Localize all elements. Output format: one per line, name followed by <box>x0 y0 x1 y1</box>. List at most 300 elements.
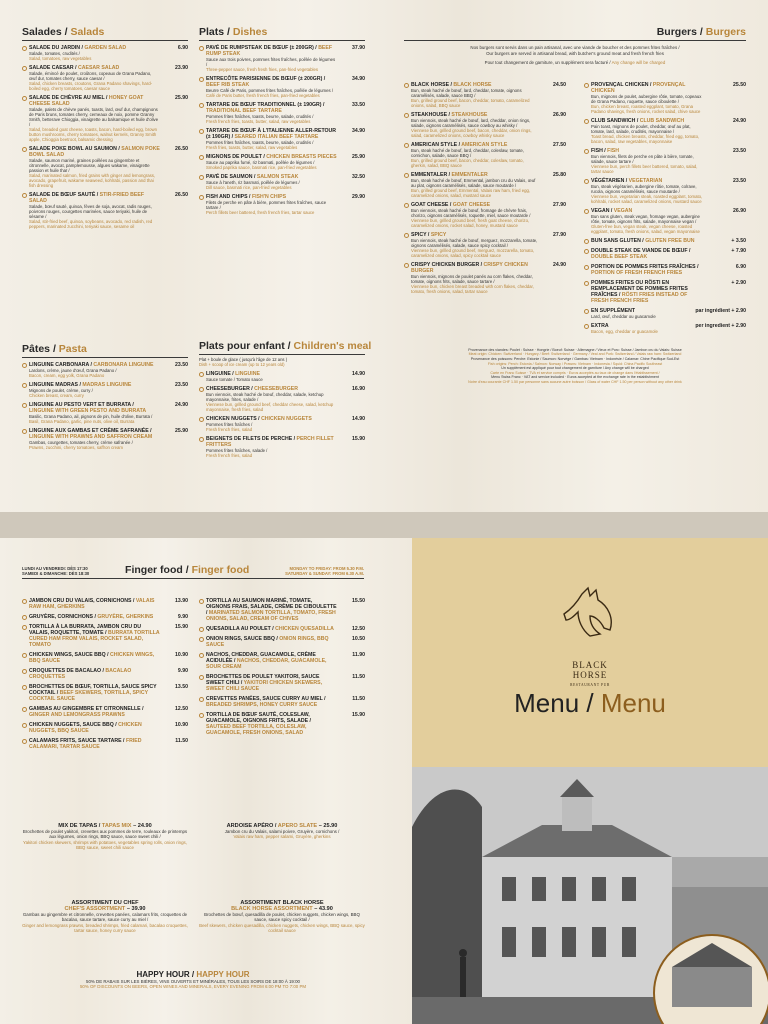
item-price: 15.90 <box>352 712 365 718</box>
bullet-icon <box>584 209 589 214</box>
bullet-icon <box>199 437 204 442</box>
burger-item-american-style <box>404 142 566 168</box>
dish-item-mignons-de-poulet <box>199 154 365 170</box>
item-name: FISH AND CHIPS / FISH'N CHIPS <box>206 194 287 200</box>
item-description-en: Salad, stir-fried beef, quinoa, soybeans, avocado, red radish, red peppers, marinated zucchini, teriyaki sauce, sesame oil <box>29 219 153 229</box>
item-price: 16.90 <box>352 386 365 393</box>
item-description: Sauce aux trois poivres, pommes frites fraîches, poêlée de légumes / <box>206 57 336 67</box>
item-name: CHICKEN NUGGETS / CHICKEN NUGGETS <box>206 416 312 423</box>
item-name: SALADE POKE BOWL AU SAUMON / SALMON POKE BOWL SALAD <box>29 146 160 158</box>
bullet-icon <box>199 713 204 718</box>
item-description-en: Viennese bun, chicken breast breaded with corn flakes, cheddar, tomato, fresh onions, salad, tartar sauce <box>411 283 534 294</box>
item-price: 23.50 <box>175 382 188 388</box>
item-price: 23.50 <box>733 147 746 154</box>
kids-item-beignets-de-filets-de-perche <box>199 436 365 458</box>
burger-item-vegan <box>584 208 746 234</box>
item-name: SPICY / SPICY <box>411 231 447 238</box>
burger-item-double-steak-de-viande-de-b-uf <box>584 248 746 260</box>
bullet-icon <box>199 697 204 702</box>
dishes-section <box>199 26 365 215</box>
bullet-icon <box>584 309 589 314</box>
dish-item-pave-de-rumpsteak-de-b-uf-200gr <box>199 45 365 72</box>
salad-item-salade-de-chevre-au-miel <box>22 95 188 142</box>
item-price: 26.50 <box>175 146 188 152</box>
salad-item-salade-de-b-uf-saute <box>22 192 188 229</box>
burger-item-fish <box>584 148 746 174</box>
item-price: 11.50 <box>175 738 188 744</box>
item-description-en: Bacon, egg, cheddar or guacamole <box>591 328 658 334</box>
item-description: Salade, saumon mariné, graines poêlées au gingembre et citronnelle, avocat, pamplemousse, algues wakame, vinaigrette passion et huile thaï / <box>29 158 150 173</box>
item-description-en: Basil, Grana Padano, garlic, pine nuts, olive oil, Burrata <box>29 419 135 424</box>
pasta-section <box>22 343 188 450</box>
burgers-section <box>404 26 746 385</box>
item-description-en: Salad, chicken breasts, croutons, Grana Padano shavings, hard-boiled egg, cherry tomatoes, caesar sauce <box>29 81 153 91</box>
item-price: + 7.90 <box>731 247 746 254</box>
burger-item-steakhouse <box>404 112 566 138</box>
item-name: CREVETTES PANÉES, SAUCE CURRY AU MIEL / BREADED SHRIMPS, HONEY CURRY SAUCE <box>206 696 326 708</box>
burgers-left-column <box>404 78 566 334</box>
finger-food-item-quesadilla-au-poulet <box>199 626 365 632</box>
bullet-icon <box>22 429 27 434</box>
salad-item-salade-poke-bowl-au-saumon <box>22 146 188 188</box>
kids-list <box>199 371 365 458</box>
salads-list <box>22 45 188 229</box>
item-price: 27.50 <box>553 141 566 148</box>
item-name: BROCHETTES DE POULET YAKITORI, SAUCE SWEET CHILI / YAKITORI CHICKEN SKEWERS, SWEET CHILI SAUCE <box>206 674 323 692</box>
bullet-icon <box>199 653 204 658</box>
item-name: CHEESEBURGER / CHEESEBURGER <box>206 386 298 393</box>
item-price: 11.50 <box>352 674 365 680</box>
item-description: Salade, tomates, crudités / <box>29 51 80 56</box>
item-name: TARTARE DE BŒUF TRADITIONNEL (± 190GR) / TRADITIONAL BEEF TARTARE <box>206 102 325 114</box>
item-name: NACHOS, CHEDDAR, GUACAMOLE, CRÈME ACIDULÉE / NACHOS, CHEDDAR, GUACAMOLE, SOUR CREAM <box>206 652 327 670</box>
item-price: 33.50 <box>352 102 365 108</box>
item-description-en: Viennese bun, grilled ground beef, merguez, mozzarella, tomato, caramelized onions, salad, spicy cocktail sauce <box>411 247 535 258</box>
brand-name: BLACK HORSE RESTAURANT PUB <box>570 660 610 687</box>
item-description: Salade, palets de chèvre panés, toasts, lard, œuf dur, champignons de Paris bruns, tomates cherry, cerneaux de noix, pomme Granny Smith, betterave Chioggia, vinaigrette au balsamique et huile d'olive / <box>29 107 159 127</box>
item-price: 27.90 <box>553 231 566 238</box>
item-name: EMMENTALER / EMMENTALER <box>411 171 488 178</box>
black-horse-assortment: ASSORTIMENT BLACK HORSE BLACK HORSE ASSORTMENT – 43.90 Brochettes de bœuf, quesadilla de poulet, chicken nuggets, chicken wings, BBQ sauce, sauce spicy cocktail / Beef skewers, chicken quesadilla, chicken nuggets, chicken wings, BBQ sauce, spicy cocktail sauce <box>199 900 365 934</box>
bullet-icon <box>404 113 409 118</box>
bullet-icon <box>404 203 409 208</box>
chef-assortment: ASSORTIMENT DU CHEF CHEF'S ASSORTMENT – 39.90 Gambas au gingembre et citronnelle, crevettes panées, calamars frits, croquettes de bacalao, sauce tartare, sauce curry au miel / Ginger and lemongrass prawns, breaded shrimps, fried calamari, bacalao croquettes, tartar sauce, honey curry sauce <box>22 900 188 934</box>
item-name: ENTRECÔTE PARISIENNE DE BŒUF (± 200GR) / BEEF RIB STEAK <box>206 76 326 88</box>
burger-item-en-supplement <box>584 308 746 319</box>
pasta-title: Pâtes / Pasta <box>22 343 188 358</box>
bullet-icon <box>22 723 27 728</box>
bullet-icon <box>584 83 589 88</box>
item-description-en: Salad, tomatoes, raw vegetables <box>29 56 92 61</box>
item-description: Bun viennois, mignons de poulet panés au corn flakes, cheddar, tomate, oignons frits, salade, sauce tartare / <box>411 273 533 284</box>
item-price: 29.90 <box>352 194 365 200</box>
item-name: GOAT CHEESE / GOAT CHEESE <box>411 201 491 208</box>
item-name: TORTILLA DE BŒUF SAUTÉ, COLESLAW, GUACAMOLE, OIGNONS FRITS, SALADE / SAUTEED BEEF TORTILLA, COLESLAW, GUACAMOLE, FRESH ONIONS, SALAD <box>206 712 311 736</box>
salad-item-salade-caesar <box>22 65 188 91</box>
horse-logo <box>560 586 622 660</box>
item-description: Lard, œuf, cheddar ou guacamole <box>591 313 656 319</box>
bullet-icon <box>199 77 204 82</box>
item-description: Pommes frites fraîches, toasts, beurre, salade, crudités / <box>206 114 314 119</box>
item-description: Bun, steak végétarien, aubergine rôtie, tomate, colrave, rucola, oignons caramélisés, sauce moutarde / <box>591 183 697 194</box>
dish-item-pave-de-saumon <box>199 174 365 190</box>
bullet-icon <box>22 383 27 388</box>
item-description: Sauce tomate / Tomato sauce <box>206 377 263 383</box>
pasta-item-linguine-madras <box>22 382 188 398</box>
happy-hour: HAPPY HOUR / HAPPY HOUR 50% DE RABAIS SUR LES BIÈRES, VINS OUVERTS ET MINÉRALES, TOUS LES SOIRS DE 18:00 À 19:00 50% OF DISCOUNTS ON BEERS, OPEN WINES AND MINERALS, EVERY EVENING FROM 6:00 PM TO 7:00 PM <box>79 970 307 990</box>
bullet-icon <box>199 599 204 604</box>
item-name: SALADE DE CHÈVRE AU MIEL / HONEY GOAT CHEESE SALAD <box>29 95 144 107</box>
item-price: 6.90 <box>735 263 746 270</box>
item-price: 25.90 <box>175 95 188 101</box>
item-name: MIGNONS DE POULET / CHICKEN BREASTS PIECES <box>206 154 337 160</box>
item-price: 14.90 <box>352 371 365 378</box>
dish-item-entrecote-parisienne-de-b-uf-200gr <box>199 76 365 98</box>
item-name: ONION RINGS, SAUCE BBQ / ONION RINGS, BBQ SAUCE <box>206 636 329 648</box>
burger-item-extra <box>584 323 746 334</box>
item-description-en: Bun, chicken breast, roasted eggplant, tomato, Grana Padano shavings, fresh onions, rocket salad, chive sauce <box>591 103 701 114</box>
bullet-icon <box>22 66 27 71</box>
item-price: per ingredient + 2.90 <box>695 322 746 329</box>
bullet-icon <box>584 119 589 124</box>
origin-note-line: Fish origins: Perch: Estonia / Salmon: Norway / Prawns: Vietnam · Indonesia / Squid: China Pacific Southeast <box>487 361 663 366</box>
item-name: QUESADILLA AU POULET / CHICKEN QUESADILLA <box>206 626 334 632</box>
item-description: Bun, steak haché de bœuf, lard, cheddar, coleslaw, tomate, cornichon, salade, sauce BBQ / <box>411 147 524 158</box>
item-price: 24.90 <box>175 402 188 408</box>
item-price: 15.50 <box>352 598 365 604</box>
bullet-icon <box>22 193 27 198</box>
item-name: CLUB SANDWICH / CLUB SANDWICH <box>591 117 685 124</box>
item-description: Salade, émincé de poulet, croûtons, copeaux de Grana Padano, œuf dur, tomates cherry, sauce caesar / <box>29 71 152 81</box>
finger-food-left-column <box>22 594 188 750</box>
bullet-icon <box>199 387 204 392</box>
item-price: 23.90 <box>175 65 188 71</box>
bullet-icon <box>404 263 409 268</box>
item-name: BROCHETTES DE BŒUF, TORTILLA, SAUCE SPICY COCKTAIL / BEEF SKEWERS, TORTILLA, SPICY COCKTAIL SAUCE <box>29 684 157 702</box>
item-price: 10.90 <box>175 722 188 728</box>
item-price: 12.50 <box>352 626 365 632</box>
item-price: 15.90 <box>352 436 365 443</box>
item-name: LINGUINE MADRAS / MADRAS LINGUINE <box>29 382 132 388</box>
origin-note-line: Menu Swiss Franc · VAT and service included · Euros accepted at the exchange rate in the establishment <box>491 375 659 380</box>
item-description: Salade, bœuf sauté, quinoa, fèves de soja, avocat, radis rouges, poivrons rouges, courgettes marinées, sauce teriyaki, huile de sésame / <box>29 204 152 219</box>
item-price: 11.50 <box>352 696 365 702</box>
bullet-icon <box>22 615 27 620</box>
burgers-footer <box>404 348 746 385</box>
item-name: FISH / FISH <box>591 147 619 154</box>
finger-food-item-nachos-cheddar-guacamole-creme-acidulee <box>199 652 365 670</box>
item-description: Lardons, crème, jaune d'œuf, Grana Padano / <box>29 368 117 373</box>
historic-building-photo <box>412 767 768 1024</box>
origin-note-line: Meat origin: Chicken: Switzerland · Hungary / Beef: Switzerland · Germany / Veal and Pork: Switzerland / Valais raw ham: Switzerland <box>468 352 682 357</box>
salads-section <box>22 26 188 229</box>
item-description: Filets de perche en pâte à bière, pommes frites fraîches, sauce tartare / <box>206 200 327 210</box>
kids-item-linguine <box>199 371 365 382</box>
bullet-icon <box>199 175 204 180</box>
item-description-en: Bacon, cream, egg yolk, Grana Padano <box>29 373 105 378</box>
item-description-en: Dill sauce, basmati rice, pan-fried vegetables <box>206 185 292 190</box>
item-description-en: Bun, grilled ground beef, bacon, cheddar, coleslaw, tomato, gherkin, salad, BBQ sauce <box>411 157 524 168</box>
item-price: 13.50 <box>175 684 188 690</box>
item-description: Bun viennois, steak haché de bœuf, cheddar, salade, ketchup mayonnaise, frites, salade / <box>206 392 324 403</box>
item-description: Sauce au paprika fumé, riz basmati, poêlée de légumes / <box>206 160 315 165</box>
bullet-icon <box>22 707 27 712</box>
finger-food-item-gruyere-cornichons <box>22 614 188 620</box>
bullet-icon <box>584 324 589 329</box>
bullet-icon <box>404 83 409 88</box>
item-name: EXTRA <box>591 322 609 329</box>
item-name: CHICKEN WINGS, SAUCE BBQ / CHICKEN WINGS, BBQ SAUCE <box>29 652 155 664</box>
item-description: Pommes frites fraîches / <box>206 422 253 428</box>
burger-item-crispy-chicken-burger <box>404 262 566 294</box>
bullet-icon <box>199 195 204 200</box>
item-name: POMMES FRITES OU RÖSTI EN REMPLACEMENT DE POMMES FRITES FRAÎCHES / RÖSTI FRIES INSTEAD OF FRESH FRENCH FRIES <box>591 279 688 304</box>
item-description: Bun viennois, steak haché de bœuf, merguez, mozzarella, tomate, oignons caramélisés, salade, sauce spicy cocktail / <box>411 237 538 248</box>
item-price: 26.90 <box>733 207 746 214</box>
item-description: Bun, steak haché de bœuf, Emmental, jambon cru du Valais, œuf au plat, oignons caramélisés, salade, sauce moutarde / <box>411 177 536 188</box>
finger-food-item-tortilla-de-b-uf-saute-coleslaw-guacamol <box>199 712 365 736</box>
bullet-icon <box>584 281 589 286</box>
item-description: Bun viennois, steak haché de bœuf, lard, cheddar, onion rings, salade, oignons caramélisés, sauce cowboy au whisky / <box>411 117 531 128</box>
pasta-item-linguine-aux-gambas-et-creme-safranee <box>22 428 188 450</box>
finger-food-item-brochettes-de-poulet-yakitori-sauce-swee <box>199 674 365 692</box>
apero-slate: ARDOISE APÉRO / APERO SLATE – 25.90 Jambon cru du Valais, salami poivre, Gruyère, cornichons / Valais raw ham, pepper salami, Gruyère, gherkins <box>224 823 340 840</box>
item-name: GAMBAS AU GINGEMBRE ET CITRONNELLE / GINGER AND LEMONGRASS PRAWNS <box>29 706 144 718</box>
item-description-en: Fresh french fries, toasts, butter, salad, raw vegetables <box>206 119 311 124</box>
item-name: STEAKHOUSE / STEAKHOUSE <box>411 111 488 118</box>
item-name: LINGUINE CARBONARA / CARBONARA LINGUINE <box>29 362 154 368</box>
dishes-title: Plats / Dishes <box>199 26 365 41</box>
bullet-icon <box>584 149 589 154</box>
item-description-en: Fresh french fries, salad <box>206 453 253 459</box>
item-price: 34.90 <box>352 128 365 134</box>
item-name: PROVENÇAL CHICKEN / PROVENÇAL CHICKEN <box>591 81 686 94</box>
item-name: CROQUETTES DE BACALAO / BACALAO CROQUETTES <box>29 668 132 680</box>
finger-food-item-brochettes-de-b-uf-tortilla-sauce-spicy- <box>22 684 188 702</box>
item-price: 25.90 <box>175 428 188 434</box>
item-price: 24.90 <box>733 117 746 124</box>
item-description: Pommes frites fraîches, salade / <box>206 448 268 454</box>
item-price: 23.50 <box>175 362 188 368</box>
pasta-item-linguine-carbonara <box>22 362 188 378</box>
bullet-icon <box>22 363 27 368</box>
bullet-icon <box>199 46 204 51</box>
item-price: 12.50 <box>175 706 188 712</box>
item-name: PAVÉ DE RUMPSTEAK DE BŒUF (± 200GR) / BEEF RUMP STEAK <box>206 45 333 57</box>
tapas-mix: MIX DE TAPAS / TAPAS MIX – 24.90 Brochettes de poulet yakitori, crevettes aux pommes de terre, rouleaux de printemps aux légumes, onion rings, BBQ sauce, sauce sweet chili / Yakitori chicken skewers, shrimps with potatoes, vegetables spring rolls, onion rings, BBQ sauce, sweet chili sauce <box>22 823 188 851</box>
finger-food-page <box>0 538 412 1024</box>
item-description: Bun sans gluten, steak vegan, fromage vegan, aubergine rôtie, tomate, oignons frits, salade, mayonnaise vegan / <box>591 213 700 224</box>
item-description-en: Chicken breast, cream, curry <box>29 393 84 398</box>
item-description: Bun viennois, steak haché de bœuf, fromage de chèvre frais, chorizo, oignons caramélisés, roquette, miel, sauce moutarde / <box>411 207 531 218</box>
item-price: 26.50 <box>175 192 188 198</box>
item-description-en: Bun, grilled ground beef, bacon, cheddar, tomato, caramelized onions, salad, BBQ sauce <box>411 97 530 108</box>
item-description: Bun, steak haché de bœuf, lard, cheddar, tomate, oignons caramélisés, salade, sauce BBQ / <box>411 87 522 98</box>
item-description-en: Fresh fries, toasts, butter, salad, raw vegetables <box>206 145 298 150</box>
dish-item-fish-and-chips <box>199 194 365 215</box>
bullet-icon <box>22 625 27 630</box>
bullet-icon <box>584 265 589 270</box>
item-description: Basilic, Grana Padano, ail, pignons de pin, huile d'olive, Burrata / <box>29 414 153 419</box>
burger-item-spicy <box>404 232 566 258</box>
bullet-icon <box>199 417 204 422</box>
bullet-icon <box>199 675 204 680</box>
bullet-icon <box>199 372 204 377</box>
item-name: BLACK HORSE / BLACK HORSE <box>411 81 492 88</box>
item-price: 10.50 <box>352 636 365 642</box>
burger-item-provencal-chicken <box>584 82 746 114</box>
item-description-en: Café de Paris butter, fresh french fries, pan-fried vegetables <box>206 93 320 98</box>
origin-note-line: Notre d'eau courante CHF 1.50 par personne sans aucune autre boisson / Glass of water CHF 1.50 per person without any other drink <box>468 379 682 384</box>
dish-item-tartare-de-b-uf-traditionnel-190gr <box>199 102 365 124</box>
bullet-icon <box>584 179 589 184</box>
item-name: VÉGÉTARIEN / VEGETARIAN <box>591 177 663 184</box>
burger-item-portion-de-pommes-frites-fraiches <box>584 264 746 276</box>
burger-item-club-sandwich <box>584 118 746 144</box>
kids-title: Plats pour enfant / Children's meal <box>199 340 365 355</box>
item-name: CHICKEN NUGGETS, SAUCE BBQ / CHICKEN NUGGETS, BBQ SAUCE <box>29 722 142 734</box>
finger-food-item-croquettes-de-bacalao <box>22 668 188 680</box>
item-description-en: Viennese bun, grilled ground beef, fresh goat cheese, chorizo, caramelized onions, rocket salad, honey, mustard sauce <box>411 217 530 228</box>
bullet-icon <box>22 46 27 51</box>
origin-note-line: Provenance des viandes: Poulet : Suisse · Hongrie / Boeuf: Suisse · Allemagne / Vieux et Porc: Suisse / Jambon cru du Valais: Suisse <box>468 347 682 352</box>
item-name: BUN SANS GLUTEN / GLUTEN FREE BUN <box>591 237 695 244</box>
item-name: PORTION DE POMMES FRITES FRAÎCHES / PORTION OF FRESH FRENCH FRIES <box>591 263 699 276</box>
bullet-icon <box>199 129 204 134</box>
item-name: LINGUINE / LINGUINE <box>206 371 260 378</box>
item-description: Gambas, courgettes, tomates cherry, crème safranée / <box>29 440 133 445</box>
finger-food-item-chicken-wings-sauce-bbq <box>22 652 188 664</box>
item-name: SALADE CAESAR / CAESAR SALAD <box>29 65 120 71</box>
item-name: LINGUINE AUX GAMBAS ET CRÈME SAFRANÉE / LINGUINE WITH PRAWNS AND SAFFRON CREAM <box>29 428 153 440</box>
dishes-list <box>199 45 365 215</box>
item-price: 34.90 <box>352 76 365 82</box>
hours-en: MONDAY TO FRIDAY: FROM 5.30 P.M. SATURDAY & SUNDAY: FROM 6.30 A.M. <box>285 565 364 576</box>
item-description-en: Viennese bun, perch fillets beer battered, tomato, salad, tartar sauce <box>591 163 698 174</box>
item-description-en: Three-pepper sauce, fresh fresh fries, pan-fried vegetables <box>206 67 319 72</box>
burger-item-emmentaler <box>404 172 566 198</box>
item-name: CRISPY CHICKEN BURGER / CRISPY CHICKEN BURGER <box>411 261 528 274</box>
item-name: CALAMARS FRITS, SAUCE TARTARE / FRIED CALAMARI, TARTAR SAUCE <box>29 738 142 750</box>
finger-food-item-gambas-au-gingembre-et-citronnelle <box>22 706 188 718</box>
item-price: 15.90 <box>175 624 188 630</box>
bullet-icon <box>22 685 27 690</box>
item-price: 9.90 <box>177 668 188 674</box>
item-description-en: Toast bread, chicken breasts, cheddar, fried egg, tomato, bacon, salad, raw vegetables, mayonnaise <box>591 133 700 144</box>
item-name: LINGUINE AU PESTO VERT ET BURRATA / LINGUINE WITH GREEN PESTO AND BURRATA <box>29 402 147 414</box>
salad-item-salade-du-jardin <box>22 45 188 61</box>
item-description: Mignons de poulet, crème, curry / <box>29 388 93 393</box>
item-name: TARTARE DE BŒUF À L'ITALIENNE ALLER-RETOUR (± 190GR) / SEARED ITALIAN BEEF TARTARE <box>206 128 337 140</box>
item-description-en: Perch fillets beer battered, fresh french fries, tartar sauce <box>206 210 315 215</box>
item-description-en: Viennese bun, grilled ground beef, bacon, cheddar, onion rings, salad, caramelized onions, cowboy whisky sauce <box>411 127 532 138</box>
bullet-icon <box>404 143 409 148</box>
bullet-icon <box>199 637 204 642</box>
finger-food-right-column <box>199 594 365 736</box>
salads-title: Salades / Salads <box>22 26 188 41</box>
finger-food-item-crevettes-panees-sauce-curry-au-miel <box>199 696 365 708</box>
burgers-change-note: Pour tout changement de garniture, un supplément sera facturé / Any change will be charged <box>484 60 666 66</box>
item-name: DOUBLE STEAK DE VIANDE DE BŒUF / DOUBLE BEEF STEAK <box>591 247 691 260</box>
item-description-en: Prawns, zucchini, cherry tomatoes, saffron cream <box>29 445 124 450</box>
item-price: par ingrédient + 2.90 <box>695 307 746 314</box>
bullet-icon <box>22 96 27 101</box>
item-description-en: Viennese bun, vegetarian steak, roasted eggplant, tomato, kohlrabi, rocket salad, caramelized onions, mustard sauce <box>591 193 703 204</box>
item-price: 9.90 <box>177 614 188 620</box>
item-description-en: Salad, marinated salmon, fried grains with ginger and lemongrass, avocado, grapefruit, wakame seaweed, kohlrabi, passion and thai fish dressing <box>29 173 156 188</box>
finger-food-item-jambon-cru-du-valais-cornichons <box>22 598 188 610</box>
bullet-icon <box>404 233 409 238</box>
bullet-icon <box>199 103 204 108</box>
item-name: VEGAN / VEGAN <box>591 207 633 214</box>
item-price: 23.50 <box>733 177 746 184</box>
item-description-en: Gluten-free bun, vegan steak, vegan cheese, roasted eggplant, tomato, fresh onions, salad, vegan mayonnaise <box>591 223 700 234</box>
item-price: 26.90 <box>553 111 566 118</box>
burger-item-vegetarien <box>584 178 746 204</box>
origin-note-line: Un supplément est appliqué pour tout changement de garniture / Any change will be charged <box>501 366 649 371</box>
item-price: 25.80 <box>553 171 566 178</box>
item-price: 10.90 <box>175 652 188 658</box>
menu-cover <box>412 538 768 1024</box>
hours-fr: LUNDI AU VENDREDI: DÈS 17:30 SAMEDI & DIMANCHE: DÈS 18:30 <box>22 565 90 576</box>
item-price: 27.90 <box>553 201 566 208</box>
item-price: 14.90 <box>352 416 365 423</box>
item-name: SALADE DE BŒUF SAUTÉ / STIR-FRIED BEEF SALAD <box>29 192 145 204</box>
item-description-en: Viennese bun, grilled ground beef, cheddar cheese, salad, ketchup mayonnaise, fresh fries, salad <box>206 402 334 413</box>
pasta-list <box>22 362 188 450</box>
origin-note-line: Provenance des poissons: Perche: Estonie / Saumon: Norvège / Gambas: Vietnam · Indonésie / Calamar: Chine Pacifique Sud-Est <box>470 356 680 361</box>
kids-item-cheeseburger <box>199 386 365 412</box>
burger-item-pommes-frites-ou-rosti-en-remplacement-d <box>584 280 746 304</box>
item-price: 25.90 <box>352 154 365 160</box>
dish-item-tartare-de-b-uf-a-l-italienne-aller-reto <box>199 128 365 150</box>
burger-item-bun-sans-gluten <box>584 238 746 244</box>
item-description-en: Bun, grilled ground beef, Emmental, Valais raw ham, fried egg, caramelized onions, salad, mustard sauce <box>411 187 531 198</box>
item-price: 37.90 <box>352 45 365 51</box>
item-price: 6.90 <box>177 45 188 51</box>
kids-subtitle: Plat + boule de glace ( jusqu'à l'âge de 12 ans ) Dish + scoop of ice cream (up to 12 years old) <box>199 357 288 368</box>
burgers-right-column <box>584 78 746 334</box>
item-description: Sauce à l'aneth, riz basmati, poêlée de légumes / <box>206 180 300 185</box>
item-name: TORTILLA À LA BURRATA, JAMBON CRU DU VALAIS, ROQUETTE, TOMATE / BURRATA TORTILLA CURED HAM FROM VALAIS, ROCKET SALAD, TOMATO <box>29 624 160 648</box>
finger-food-header <box>22 564 364 579</box>
item-price: 11.90 <box>352 652 365 658</box>
item-name: GRUYÈRE, CORNICHONS / GRUYÈRE, GHERKINS <box>29 614 154 620</box>
item-name: AMERICAN STYLE / AMERICAN STYLE <box>411 141 508 148</box>
burger-item-goat-cheese <box>404 202 566 228</box>
bullet-icon <box>22 653 27 658</box>
item-description-en: Smoked paprika sauce, basmati rice, pan-fried vegetables <box>206 165 317 170</box>
origin-note-line: Carte en Franc Suisse · TVA et service compris · Euros acceptés au taux de change dans l'établissement / <box>490 370 660 375</box>
bullet-icon <box>22 599 27 604</box>
item-description: Beurre Café de Paris, pommes frites fraîches, poêlée de légumes / <box>206 88 334 93</box>
bullet-icon <box>22 403 27 408</box>
item-description: Pain toast, mignons de poulet, cheddar, œuf au plat, tomate, lard, salade, crudités, mayonnaise / <box>591 123 691 134</box>
horse-head-icon <box>560 586 622 660</box>
item-name: TORTILLA AU SAUMON MARINÉ, TOMATE, OIGNONS FRAIS, SALADE, CRÈME DE CIBOULETTE / MARINATED SALMON TORTILLA, TOMATO, FRESH ONIONS, SALAD, CREAM OF CHIVES <box>206 598 337 622</box>
finger-food-item-onion-rings-sauce-bbq <box>199 636 365 648</box>
finger-food-item-tortilla-a-la-burrata-jambon-cru-du-vala <box>22 624 188 648</box>
finger-food-title: Finger food / Finger food <box>125 564 250 576</box>
burgers-title: Burgers / Burgers <box>404 26 746 41</box>
bullet-icon <box>584 249 589 254</box>
bullet-icon <box>199 627 204 632</box>
bullet-icon <box>22 147 27 152</box>
item-description: Pommes frites fraîches, toasts, beurre, salade, crudités / <box>206 140 314 145</box>
item-price: + 3.50 <box>731 237 746 244</box>
item-price: + 2.90 <box>731 279 746 286</box>
item-name: EN SUPPLÉMENT <box>591 307 636 314</box>
